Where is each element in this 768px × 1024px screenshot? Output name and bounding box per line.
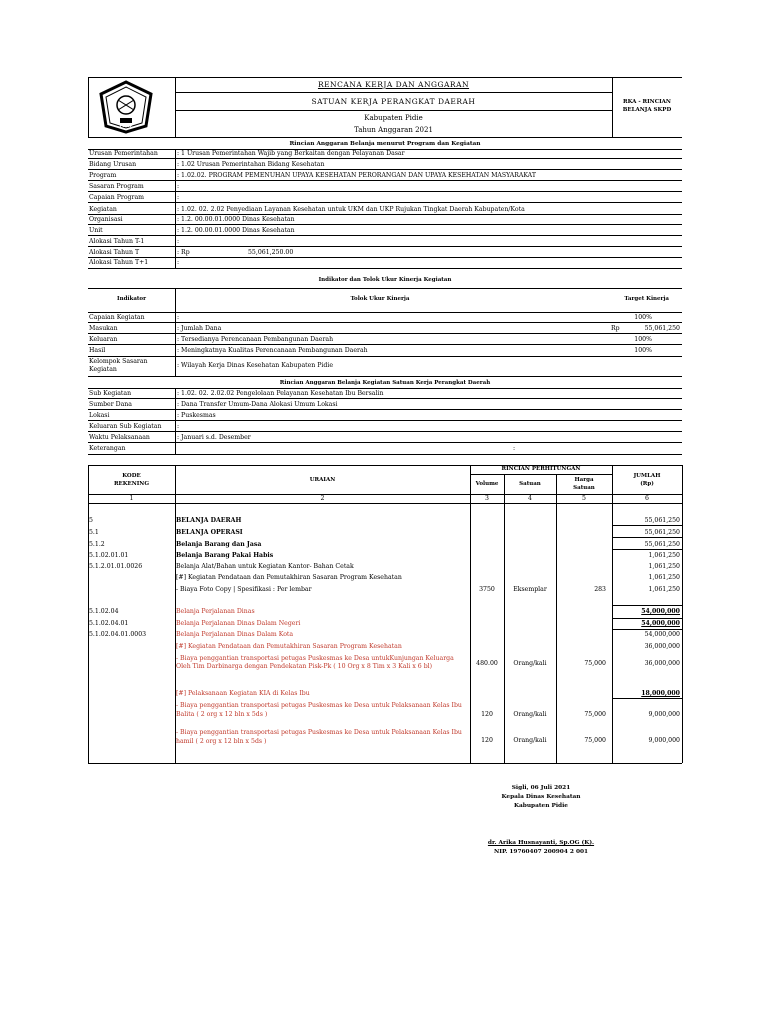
row-harga: 283 bbox=[594, 586, 606, 593]
signature-position-1: Kepala Dinas Kesehatan bbox=[501, 794, 581, 800]
sub-label-waktu: Waktu Pelaksanaan bbox=[89, 434, 150, 441]
row-harga: 75,000 bbox=[584, 660, 606, 667]
row-satuan: Eksemplar bbox=[513, 586, 547, 593]
row-uraian: Belanja Perjalanan Dinas Dalam Negeri bbox=[176, 620, 301, 627]
row-uraian: [#] Kegiatan Pendataan dan Pemutakhiran Sasaran Program Kesehatan bbox=[176, 643, 402, 650]
row-jumlah: 55,061,250 bbox=[644, 517, 680, 524]
row-jumlah: 18,000,000 bbox=[641, 690, 680, 697]
row-harga: 75,000 bbox=[584, 711, 606, 718]
th-num-6: 6 bbox=[645, 495, 649, 502]
row-kode: 5.1.2 bbox=[89, 541, 105, 548]
th-num-3: 3 bbox=[485, 495, 489, 502]
indikator-label-capaian: Capaian Kegiatan bbox=[89, 314, 145, 321]
info-value-program: : 1.02.02. PROGRAM PEMENUHAN UPAYA KESEHATAN PERORANGAN DAN UPAYA KESEHATAN MASYARAKAT bbox=[177, 172, 536, 179]
row-uraian-line2: hamil ( 2 org x 12 bln x 5ds ) bbox=[176, 738, 267, 745]
row-uraian-line1: - Biaya penggantian transportasi petugas Puskesmas ke Desa untuk Pelaksanaan Kelas Ibu bbox=[176, 702, 462, 709]
row-uraian-line1: - Biaya penggantian transportasi petugas Puskesmas ke Desa untuk Pelaksanaan Kelas Ibu bbox=[176, 729, 462, 736]
info-value-urusan: : 1 Urusan Pemerintahan Wajib yang Berkaitan dengan Pelayanan Dasar bbox=[177, 150, 405, 157]
row-harga: 75,000 bbox=[584, 737, 606, 744]
header-title-skpd: SATUAN KERJA PERANGKAT DAERAH bbox=[311, 97, 476, 106]
row-jumlah: 54,000,000 bbox=[641, 620, 680, 627]
signature-name: dr. Arika Husnayanti, Sp.OG (K). bbox=[487, 840, 595, 846]
indikator-value-capaian: : bbox=[177, 314, 180, 321]
row-satuan: Orang/kali bbox=[513, 660, 547, 667]
sub-value-keterangan: : bbox=[513, 445, 516, 452]
th-num-2: 2 bbox=[320, 495, 325, 502]
header-kabupaten: Kabupaten Pidie bbox=[364, 114, 423, 122]
info-label-organisasi: Organisasi bbox=[89, 216, 123, 223]
row-volume: 120 bbox=[481, 737, 493, 744]
row-jumlah: 36,000,000 bbox=[644, 660, 680, 667]
info-label-sasaran: Sasaran Program bbox=[89, 183, 144, 190]
row-kode: 5.1.02.01.01 bbox=[89, 552, 129, 559]
signature-nip: NIP. 19760407 200904 2 001 bbox=[493, 849, 589, 855]
info-value-alokasi-t-plus: : bbox=[177, 259, 180, 266]
th-kode-1: KODE bbox=[122, 473, 141, 479]
row-kode: 5.1.2.01.01.0026 bbox=[89, 563, 143, 570]
header-code-rka: RKA - RINCIAN bbox=[623, 99, 671, 105]
th-num-5: 5 bbox=[582, 495, 586, 502]
row-uraian: [#] Kegiatan Pendataan dan Pemutakhiran Sasaran Program Kesehatan bbox=[176, 574, 402, 581]
header-code-belanja: BELANJA SKPD bbox=[622, 107, 672, 113]
rincian-title: Rincian Anggaran Belanja Kegiatan Satuan Kerja Perangkat Daerah bbox=[279, 380, 491, 386]
kelompok-label-2: Kegiatan bbox=[89, 366, 117, 373]
row-jumlah: 1,061,250 bbox=[648, 574, 680, 581]
th-harga-2: Satuan bbox=[573, 485, 595, 491]
row-jumlah: 54,000,000 bbox=[641, 608, 680, 615]
info-value-unit: : 1.2. 00.00.01.0000 Dinas Kesehatan bbox=[177, 227, 295, 234]
th-harga-1: Harga bbox=[574, 477, 594, 483]
indikator-value-keluaran: : Tersedianya Perencanaan Pembangunan Daerah bbox=[177, 336, 334, 343]
row-uraian: BELANJA DAERAH bbox=[176, 517, 242, 524]
logo-text: PIDIE bbox=[119, 123, 133, 128]
indikator-value-masukan: : Jumlah Dana bbox=[177, 325, 222, 332]
row-jumlah: 9,000,000 bbox=[648, 737, 680, 744]
info-label-program: Program bbox=[89, 172, 117, 179]
header-tahun: Tahun Anggaran 2021 bbox=[354, 126, 433, 134]
info-value-alokasi-t: : Rp bbox=[177, 249, 190, 256]
info-value-bidang: : 1.02 Urusan Pemerintahan Bidang Kesehatan bbox=[177, 161, 325, 168]
row-uraian-line2: Oleh Tim Darbinarga dengan Pendekatan Pisk-Pk ( 10 Org x 8 Tim x 3 Kali x 6 bl) bbox=[176, 663, 433, 670]
row-uraian: [#] Pelaksanaan Kegiatan KIA di Kelas Ibu bbox=[176, 690, 310, 697]
row-kode: 5 bbox=[89, 517, 93, 524]
th-volume: Volume bbox=[475, 481, 499, 487]
info-label-bidang: Bidang Urusan bbox=[89, 161, 137, 168]
th-num-4: 4 bbox=[528, 495, 532, 502]
kelompok-value: : Wilayah Kerja Dinas Kesehatan Kabupaten Pidie bbox=[177, 362, 333, 369]
indikator-label-masukan: Masukan bbox=[89, 325, 118, 332]
alokasi-t-amount: 55,061,250.00 bbox=[248, 249, 294, 256]
indikator-header-indikator: Indikator bbox=[117, 296, 146, 302]
sub-label-subkegiatan: Sub Kegiatan bbox=[89, 390, 132, 397]
info-value-capaian: : bbox=[177, 194, 180, 201]
subtitle-rincian: Rincian Anggaran Belanja menurut Program dan Kegiatan bbox=[289, 141, 481, 147]
row-jumlah: 1,061,250 bbox=[648, 552, 680, 559]
row-volume: 120 bbox=[481, 711, 493, 718]
indikator-label-hasil: Hasil bbox=[89, 347, 106, 354]
row-uraian: Belanja Barang dan Jasa bbox=[176, 541, 262, 548]
header-title-rka: RENCANA KERJA DAN ANGGARAN bbox=[317, 80, 470, 89]
indikator-label-keluaran: Keluaran bbox=[89, 336, 118, 343]
info-label-unit: Unit bbox=[89, 227, 103, 234]
signature-position-2: Kabupaten Pidie bbox=[514, 803, 568, 809]
sub-value-waktu: : Januari s.d. Desember bbox=[177, 434, 251, 441]
th-num-1: 1 bbox=[129, 495, 134, 502]
info-label-alokasi-t1: Alokasi Tahun T-1 bbox=[89, 238, 145, 245]
sub-label-lokasi: Lokasi bbox=[89, 412, 110, 419]
row-satuan: Orang/kali bbox=[513, 711, 547, 718]
row-uraian: Belanja Alat/Bahan untuk Kegiatan Kantor- Bahan Cetak bbox=[176, 563, 354, 570]
info-value-kegiatan: : 1.02. 02. 2.02 Penyediaan Layanan Kesehatan untuk UKM dan UKP Rujukan Tingkat Daerah Kabupaten/Kota bbox=[177, 206, 525, 213]
indikator-target-capaian: 100% bbox=[634, 314, 652, 321]
info-label-capaian: Capaian Program bbox=[89, 194, 145, 201]
th-jumlah-2: (Rp) bbox=[640, 481, 654, 487]
row-kode: 5.1.02.04 bbox=[89, 608, 119, 615]
sub-value-sumberdana: : Dana Transfer Umum-Dana Alokasi Umum Lokasi bbox=[177, 401, 338, 408]
row-uraian: Belanja Perjalanan Dinas bbox=[176, 608, 255, 615]
row-jumlah: 55,061,250 bbox=[644, 529, 680, 536]
row-jumlah: 9,000,000 bbox=[648, 711, 680, 718]
info-label-kegiatan: Kegiatan bbox=[89, 206, 117, 213]
row-uraian-line2: Balita ( 2 org x 12 bln x 5ds ) bbox=[176, 711, 268, 718]
info-label-alokasi-t-plus: Alokasi Tahun T+1 bbox=[89, 259, 149, 266]
info-label-urusan: Urusan Pemerintahan bbox=[89, 150, 158, 157]
indikator-target-keluaran: 100% bbox=[634, 336, 652, 343]
th-jumlah-1: JUMLAH bbox=[633, 473, 661, 479]
th-satuan: Satuan bbox=[519, 481, 541, 487]
row-kode: 5.1.02.04.01.0003 bbox=[89, 631, 147, 638]
row-uraian: - Biaya Foto Copy | Spesifikasi : Per lembar bbox=[176, 586, 312, 593]
indikator-target-masukan: 55,061,250 bbox=[644, 325, 680, 332]
info-value-sasaran: : bbox=[177, 183, 180, 190]
row-uraian: Belanja Perjalanan Dinas Dalam Kota bbox=[176, 631, 294, 638]
row-uraian-line1: - Biaya penggantian transportasi petugas Puskesmas ke Desa untukKunjungan Keluarga bbox=[176, 655, 454, 662]
sub-value-keluaran: : bbox=[177, 423, 180, 430]
row-volume: 3750 bbox=[479, 586, 495, 593]
th-rincian: RINCIAN PERHITUNGAN bbox=[501, 466, 581, 472]
row-volume: 480.00 bbox=[476, 660, 498, 667]
row-satuan: Orang/kali bbox=[513, 737, 547, 744]
sub-label-sumberdana: Sumber Dana bbox=[89, 401, 132, 408]
kelompok-label-1: Kelompok Sasaran bbox=[89, 358, 148, 365]
th-uraian: URAIAN bbox=[309, 477, 336, 483]
info-value-organisasi: : 1.2. 00.00.01.0000 Dinas Kesehatan bbox=[177, 216, 295, 223]
indikator-target-hasil: 100% bbox=[634, 347, 652, 354]
sub-label-keluaran: Keluaran Sub Kegiatan bbox=[89, 423, 162, 430]
indikator-rp-masukan: Rp bbox=[611, 325, 620, 332]
row-kode: 5.1.02.04.01 bbox=[89, 620, 129, 627]
signature-place-date: Sigli, 06 Juli 2021 bbox=[511, 785, 571, 791]
sub-value-lokasi: : Puskesmas bbox=[177, 412, 216, 419]
indikator-value-hasil: : Meningkatnya Kualitas Perencanaan Pembangunan Daerah bbox=[177, 347, 368, 354]
info-label-alokasi-t: Alokasi Tahun T bbox=[89, 249, 140, 256]
row-jumlah: 54,000,000 bbox=[644, 631, 680, 638]
th-kode-2: REKENING bbox=[113, 481, 150, 487]
row-uraian: Belanja Barang Pakai Habis bbox=[176, 552, 274, 559]
row-jumlah: 1,061,250 bbox=[648, 586, 680, 593]
indikator-title: Indikator dan Tolok Ukur Kinerja Kegiatan bbox=[318, 277, 452, 283]
indikator-header-target: Target Kinerja bbox=[624, 296, 669, 302]
info-value-alokasi-t1: : bbox=[177, 238, 180, 245]
sub-label-keterangan: Keterangan bbox=[89, 445, 126, 452]
sub-value-subkegiatan: : 1.02. 02. 2.02.02 Pengelolaan Pelayanan Kesehatan Ibu Bersalin bbox=[177, 390, 384, 397]
indikator-header-tolok: Tolok Ukur Kinerja bbox=[350, 296, 410, 302]
row-kode: 5.1 bbox=[89, 529, 99, 536]
row-jumlah: 1,061,250 bbox=[648, 563, 680, 570]
row-jumlah: 36,000,000 bbox=[644, 643, 680, 650]
row-uraian: BELANJA OPERASI bbox=[176, 529, 243, 536]
row-jumlah: 55,061,250 bbox=[644, 541, 680, 548]
